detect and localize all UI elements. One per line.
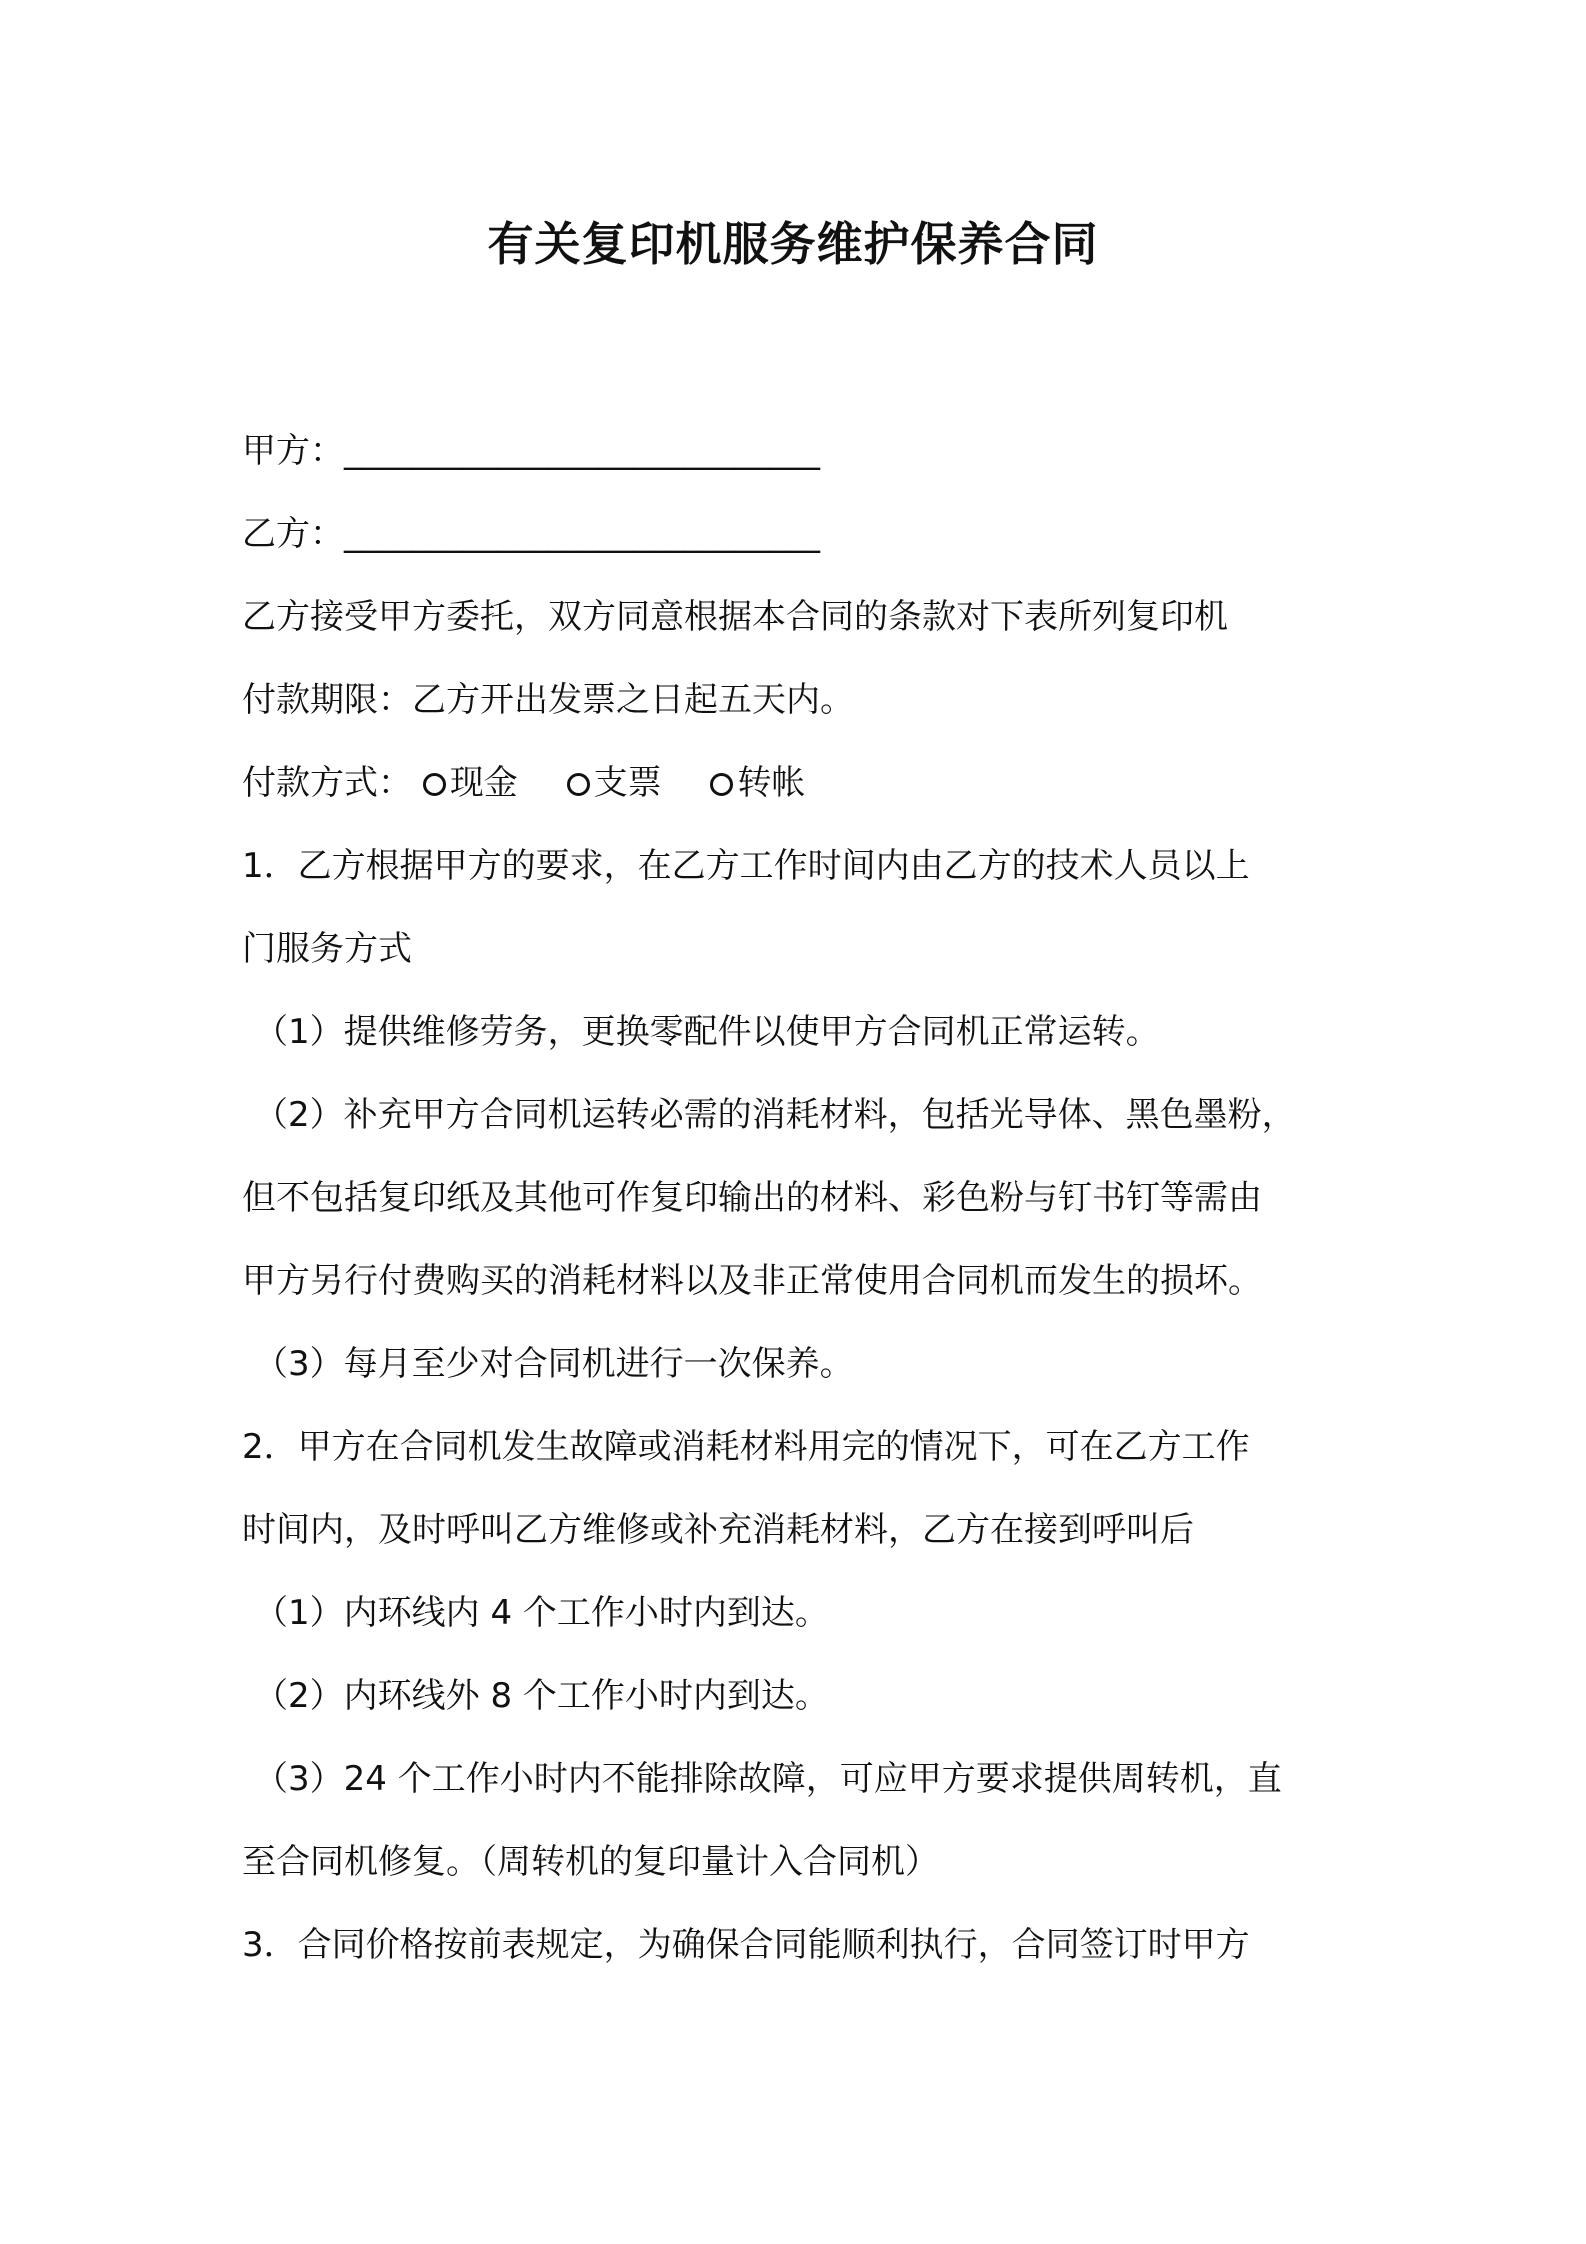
party-a-line: 甲方：____________________________ <box>242 431 820 471</box>
radio-circle-icon <box>567 773 590 796</box>
clause-2-item-2: （2）内环线外 8 个工作小时内到达。 <box>254 1676 829 1716</box>
intro-paragraph: 乙方接受甲方委托，双方同意根据本合同的条款对下表所列复印机 <box>242 597 1228 637</box>
payment-option-label: 现金 <box>449 763 518 803</box>
payment-method <box>242 742 1382 825</box>
clause-2-item-3-line-1: （3）24 个工作小时内不能排除故障，可应甲方要求提供周转机，直 <box>254 1759 1282 1799</box>
payment-option-check[interactable] <box>567 742 662 825</box>
party-b-line: 乙方：____________________________ <box>242 514 820 554</box>
clause-3-line-1: 3．合同价格按前表规定，为确保合同能顺利执行，合同签订时甲方 <box>242 1925 1250 1965</box>
radio-circle-icon <box>710 773 733 796</box>
payment-term: 付款期限：乙方开出发票之日起五天内。 <box>242 680 854 720</box>
clause-2-item-3-line-2: 至合同机修复。（周转机的复印量计入合同机） <box>242 1842 939 1882</box>
document-title: 有关复印机服务维护保养合同 <box>487 217 1099 271</box>
clause-2-item-1: （1）内环线内 4 个工作小时内到达。 <box>254 1593 829 1633</box>
clause-1-item-3: （3）每月至少对合同机进行一次保养。 <box>254 1344 854 1384</box>
payment-option-label: 转帐 <box>737 763 806 803</box>
clause-1-item-2-line-1: （2）补充甲方合同机运转必需的消耗材料，包括光导体、黑色墨粉， <box>254 1095 1296 1135</box>
payment-method-label: 付款方式： <box>242 763 412 803</box>
payment-option-label: 支票 <box>593 763 662 803</box>
payment-option-cash[interactable] <box>423 742 518 825</box>
clause-1-line-1: 1．乙方根据甲方的要求，在乙方工作时间内由乙方的技术人员以上 <box>242 846 1250 886</box>
clause-1-item-1: （1）提供维修劳务，更换零配件以使甲方合同机正常运转。 <box>254 1012 1160 1052</box>
document-body <box>242 410 1382 1987</box>
clause-1-item-2-line-2: 但不包括复印纸及其他可作复印输出的材料、彩色粉与钉书钉等需由 <box>242 1178 1262 1218</box>
clause-1-item-2-line-3: 甲方另行付费购买的消耗材料以及非正常使用合同机而发生的损坏。 <box>242 1261 1262 1301</box>
payment-option-transfer[interactable] <box>710 742 805 825</box>
radio-circle-icon <box>423 773 446 796</box>
clause-1-line-2: 门服务方式 <box>242 929 412 969</box>
clause-2-line-2: 时间内，及时呼叫乙方维修或补充消耗材料，乙方在接到呼叫后 <box>242 1510 1194 1550</box>
clause-2-line-1: 2．甲方在合同机发生故障或消耗材料用完的情况下，可在乙方工作 <box>242 1427 1250 1467</box>
